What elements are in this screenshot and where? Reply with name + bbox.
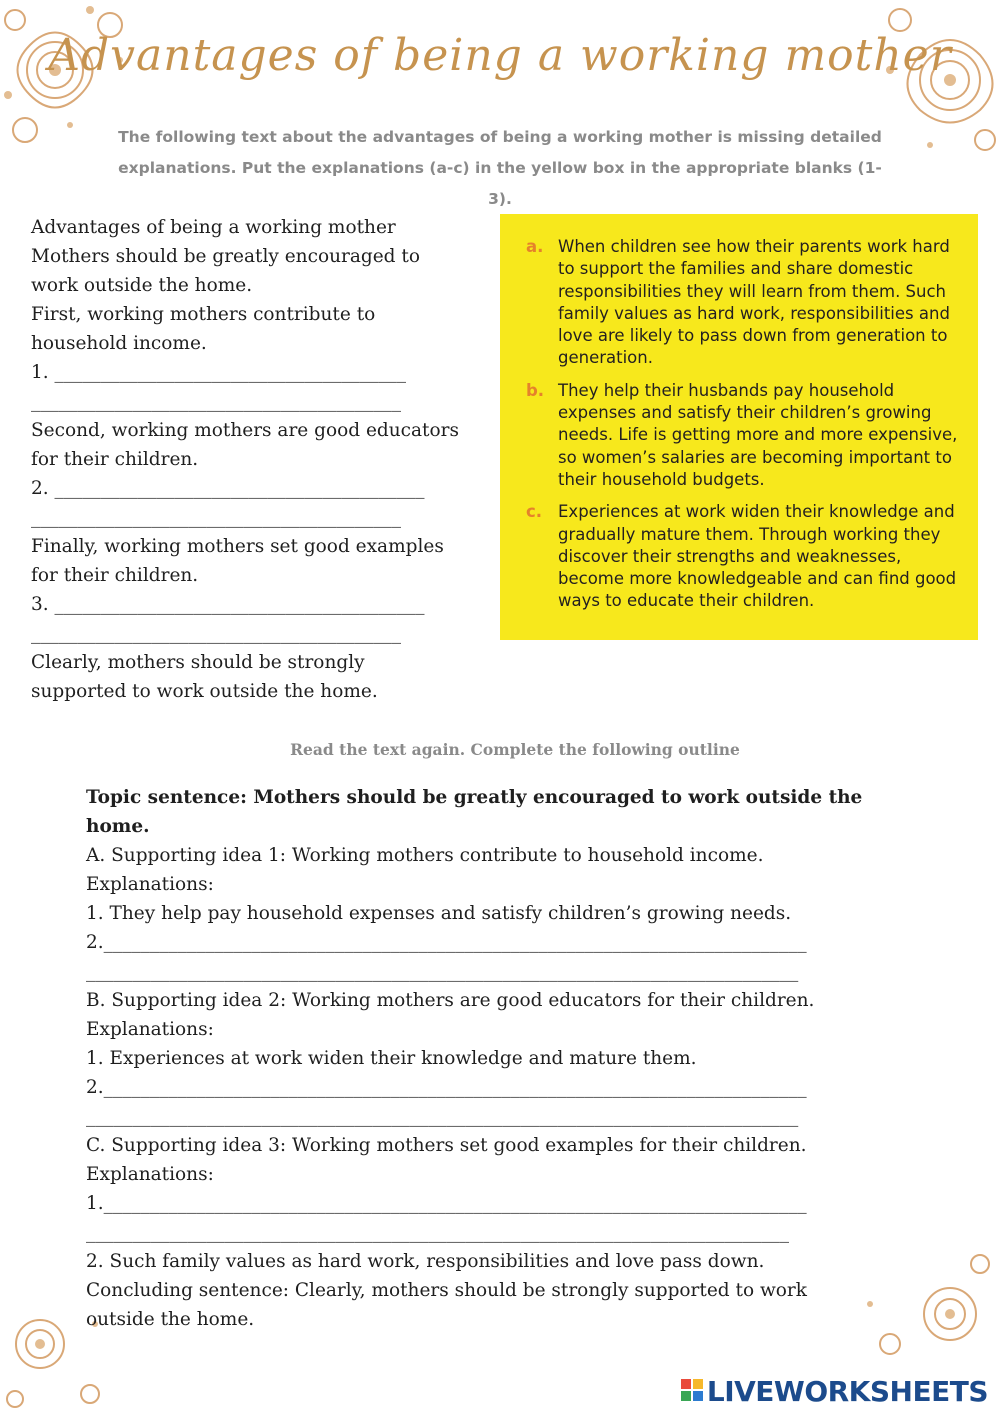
option-letter: b. bbox=[526, 380, 545, 400]
topic-sentence: Topic sentence: Mothers should be greatly encouraged to work outside the bbox=[86, 787, 863, 808]
explanation-a-1: 1. They help pay household expenses and satisfy children’s growing needs. bbox=[86, 903, 792, 924]
passage-line: supported to work outside the home. bbox=[31, 681, 378, 702]
passage-line: Advantages of being a working mother bbox=[31, 217, 396, 238]
brand-name: LIVEWORKSHEETS bbox=[706, 1375, 988, 1408]
passage-line: for their children. bbox=[31, 565, 199, 586]
passage-line: Clearly, mothers should be strongly bbox=[31, 652, 365, 673]
topic-sentence-continued: home. bbox=[86, 816, 150, 837]
answer-blank-3-continued[interactable]: ________________________________________ bbox=[31, 623, 401, 644]
option-text: They help their husbands pay household expenses and satisfy their children’s growing needs. Life is getting more and more expensive, so women’s salaries are becoming important to their household budgets. bbox=[558, 380, 958, 489]
page-title: Advantages of being a working mother bbox=[48, 30, 952, 81]
answer-blank-2-continued[interactable]: ________________________________________ bbox=[31, 507, 401, 528]
passage-line: work outside the home. bbox=[31, 275, 253, 296]
answer-blank-3[interactable]: 3. ________________________________________ bbox=[31, 594, 425, 615]
outline-blank-a-2[interactable]: 2.____________________________________________________________________________ bbox=[86, 932, 807, 953]
brand-logo bbox=[681, 1375, 988, 1408]
explanation-option-c bbox=[526, 501, 962, 612]
liveworksheets-icon bbox=[681, 1375, 703, 1408]
supporting-idea-a: A. Supporting idea 1: Working mothers contribute to household income. bbox=[86, 845, 764, 866]
option-letter: c. bbox=[526, 502, 543, 522]
answer-blank-1-continued[interactable]: ________________________________________ bbox=[31, 391, 401, 412]
option-text: Experiences at work widen their knowledge and gradually mature them. Through working they discover their strengths and weaknesses, become more knowledgeable and can find good ways to educate their children. bbox=[558, 502, 957, 611]
explanations-label: Explanations: bbox=[86, 874, 214, 895]
passage-line: Second, working mothers are good educators bbox=[31, 420, 459, 441]
explanations-box bbox=[500, 214, 978, 640]
answer-blank-2[interactable]: 2. ________________________________________ bbox=[31, 478, 425, 499]
explanation-b-1: 1. Experiences at work widen their knowledge and mature them. bbox=[86, 1048, 697, 1069]
instructions bbox=[110, 122, 890, 215]
outline-blank-b-2[interactable]: 2.____________________________________________________________________________ bbox=[86, 1077, 807, 1098]
passage-line: for their children. bbox=[31, 449, 199, 470]
instructions-line: explanations. Put the explanations (a-c) in the yellow box in the appropriate blanks (1-3). bbox=[118, 159, 882, 208]
instructions-line: The following text about the advantages of being a working mother is missing detailed bbox=[118, 128, 882, 146]
outline bbox=[86, 783, 916, 1334]
supporting-idea-c: C. Supporting idea 3: Working mothers set good examples for their children. bbox=[86, 1135, 807, 1156]
outline-instructions: Read the text again. Complete the following outline bbox=[290, 740, 740, 759]
concluding-sentence: Concluding sentence: Clearly, mothers should be strongly supported to work bbox=[86, 1280, 807, 1301]
option-text: When children see how their parents work hard to support the families and share domestic responsibilities they will learn from them. Such family values as hard work, responsibilities and love are likely to pass down from generation to generation. bbox=[558, 237, 950, 368]
passage-line: household income. bbox=[31, 333, 207, 354]
outline-blank-b-2-continued[interactable]: _____________________________________________________________________________ bbox=[86, 1106, 799, 1127]
outline-blank-c-1-continued[interactable]: ____________________________________________________________________________ bbox=[86, 1222, 789, 1243]
passage-line: Mothers should be greatly encouraged to bbox=[31, 246, 420, 267]
passage bbox=[31, 213, 496, 706]
explanation-c-2: 2. Such family values as hard work, responsibilities and love pass down. bbox=[86, 1251, 765, 1272]
explanations-label: Explanations: bbox=[86, 1164, 214, 1185]
outline-blank-a-2-continued[interactable]: _____________________________________________________________________________ bbox=[86, 961, 799, 982]
passage-line: Finally, working mothers set good examples bbox=[31, 536, 444, 557]
explanations-label: Explanations: bbox=[86, 1019, 214, 1040]
explanation-option-a bbox=[526, 236, 962, 370]
option-letter: a. bbox=[526, 237, 544, 256]
concluding-sentence-continued: outside the home. bbox=[86, 1309, 255, 1330]
passage-line: First, working mothers contribute to bbox=[31, 304, 376, 325]
answer-blank-1[interactable]: 1. ______________________________________ bbox=[31, 362, 407, 383]
outline-blank-c-1[interactable]: 1.____________________________________________________________________________ bbox=[86, 1193, 807, 1214]
supporting-idea-b: B. Supporting idea 2: Working mothers are good educators for their children. bbox=[86, 990, 815, 1011]
explanation-option-b bbox=[526, 380, 962, 491]
